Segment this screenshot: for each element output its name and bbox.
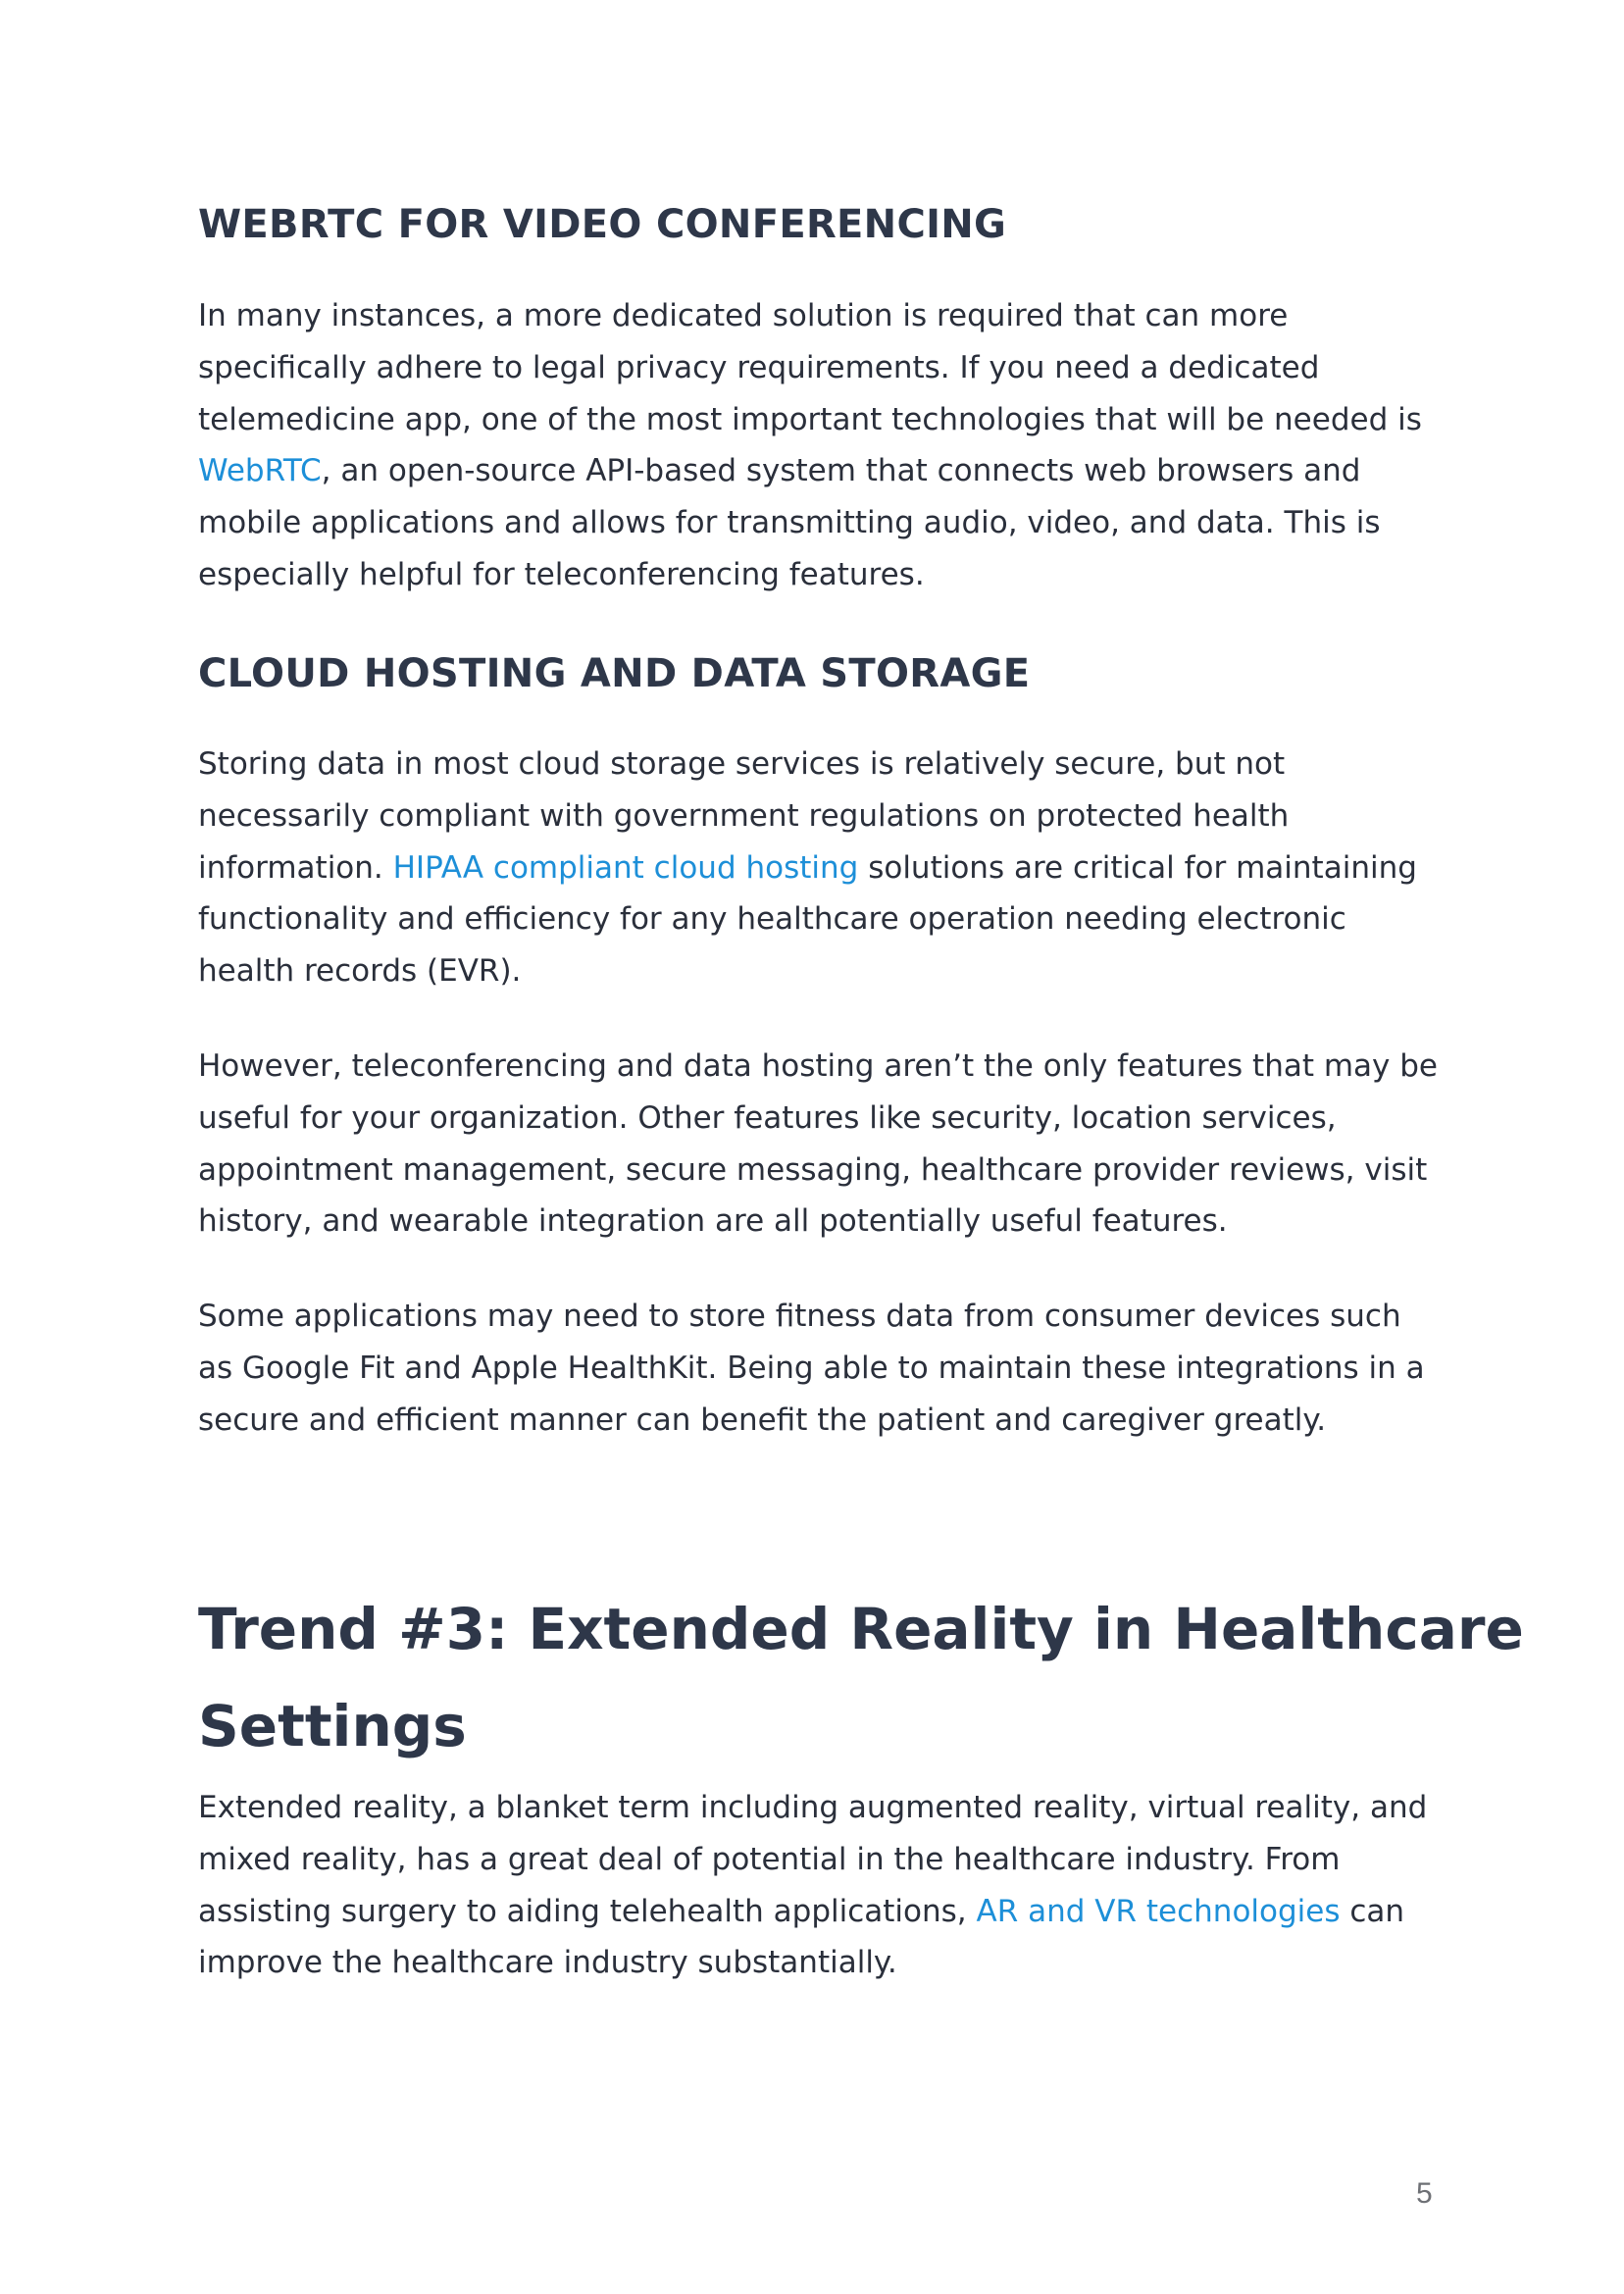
text-line: health records (EVR). xyxy=(198,953,522,990)
paragraph-trend3 xyxy=(198,1782,1427,1989)
text-line: especially helpful for teleconferencing features. xyxy=(198,556,925,592)
paragraph-webrtc xyxy=(198,290,1422,601)
ar-vr-technologies-link[interactable]: AR and VR technologies xyxy=(976,1893,1341,1929)
text-line xyxy=(198,842,1417,894)
text-line: mixed reality, has a great deal of potential in the healthcare industry. From xyxy=(198,1841,1341,1877)
page-number: 5 xyxy=(1416,2177,1433,2210)
text-segment: information. xyxy=(198,849,393,886)
heading-line: Settings xyxy=(198,1693,467,1759)
text-line: functionality and efficiency for any healthcare operation needing electronic xyxy=(198,901,1346,938)
text-line xyxy=(198,1886,1427,1938)
text-line: appointment management, secure messaging, healthcare provider reviews, visit xyxy=(198,1151,1428,1188)
paragraph-cloud-1 xyxy=(198,739,1417,997)
text-segment: solutions are critical for maintaining xyxy=(858,849,1417,886)
text-line: telemedicine app, one of the most important technologies that will be needed is xyxy=(198,401,1422,437)
text-line: However, teleconferencing and data hosting aren’t the only features that may be xyxy=(198,1048,1438,1084)
paragraph-cloud-3 xyxy=(198,1291,1425,1446)
text-segment: assisting surgery to aiding telehealth applications, xyxy=(198,1893,977,1929)
text-line: necessarily compliant with government regulations on protected health xyxy=(198,797,1290,834)
text-segment: , an open-source API-based system that connects web browsers and xyxy=(321,453,1361,489)
text-line: useful for your organization. Other features like security, location services, xyxy=(198,1099,1337,1136)
text-segment: can xyxy=(1340,1893,1405,1929)
text-line xyxy=(198,445,1422,497)
text-line: specifically adhere to legal privacy requirements. If you need a dedicated xyxy=(198,349,1320,385)
text-line: mobile applications and allows for transmitting audio, video, and data. This is xyxy=(198,505,1381,541)
section-heading-trend3 xyxy=(198,1581,1524,1775)
section-heading-cloud: CLOUD HOSTING AND DATA STORAGE xyxy=(198,651,1031,696)
text-line: improve the healthcare industry substantially. xyxy=(198,1945,897,1981)
heading-line: Trend #3: Extended Reality in Healthcare xyxy=(198,1596,1524,1662)
text-line: history, and wearable integration are all potentially useful features. xyxy=(198,1203,1228,1240)
paragraph-cloud-2 xyxy=(198,1041,1438,1248)
text-line: Storing data in most cloud storage services is relatively secure, but not xyxy=(198,746,1286,782)
text-line: secure and efficient manner can benefit the patient and caregiver greatly. xyxy=(198,1402,1327,1438)
text-line: Some applications may need to store fitness data from consumer devices such xyxy=(198,1299,1401,1334)
text-line: as Google Fit and Apple HealthKit. Being able to maintain these integrations in a xyxy=(198,1350,1425,1386)
section-heading-webrtc: WEBRTC FOR VIDEO CONFERENCING xyxy=(198,202,1007,247)
text-line: In many instances, a more dedicated solution is required that can more xyxy=(198,298,1289,333)
text-line: Extended reality, a blanket term including augmented reality, virtual reality, and xyxy=(198,1790,1428,1825)
webrtc-link[interactable]: WebRTC xyxy=(198,453,322,489)
hipaa-cloud-hosting-link[interactable]: HIPAA compliant cloud hosting xyxy=(392,849,859,886)
